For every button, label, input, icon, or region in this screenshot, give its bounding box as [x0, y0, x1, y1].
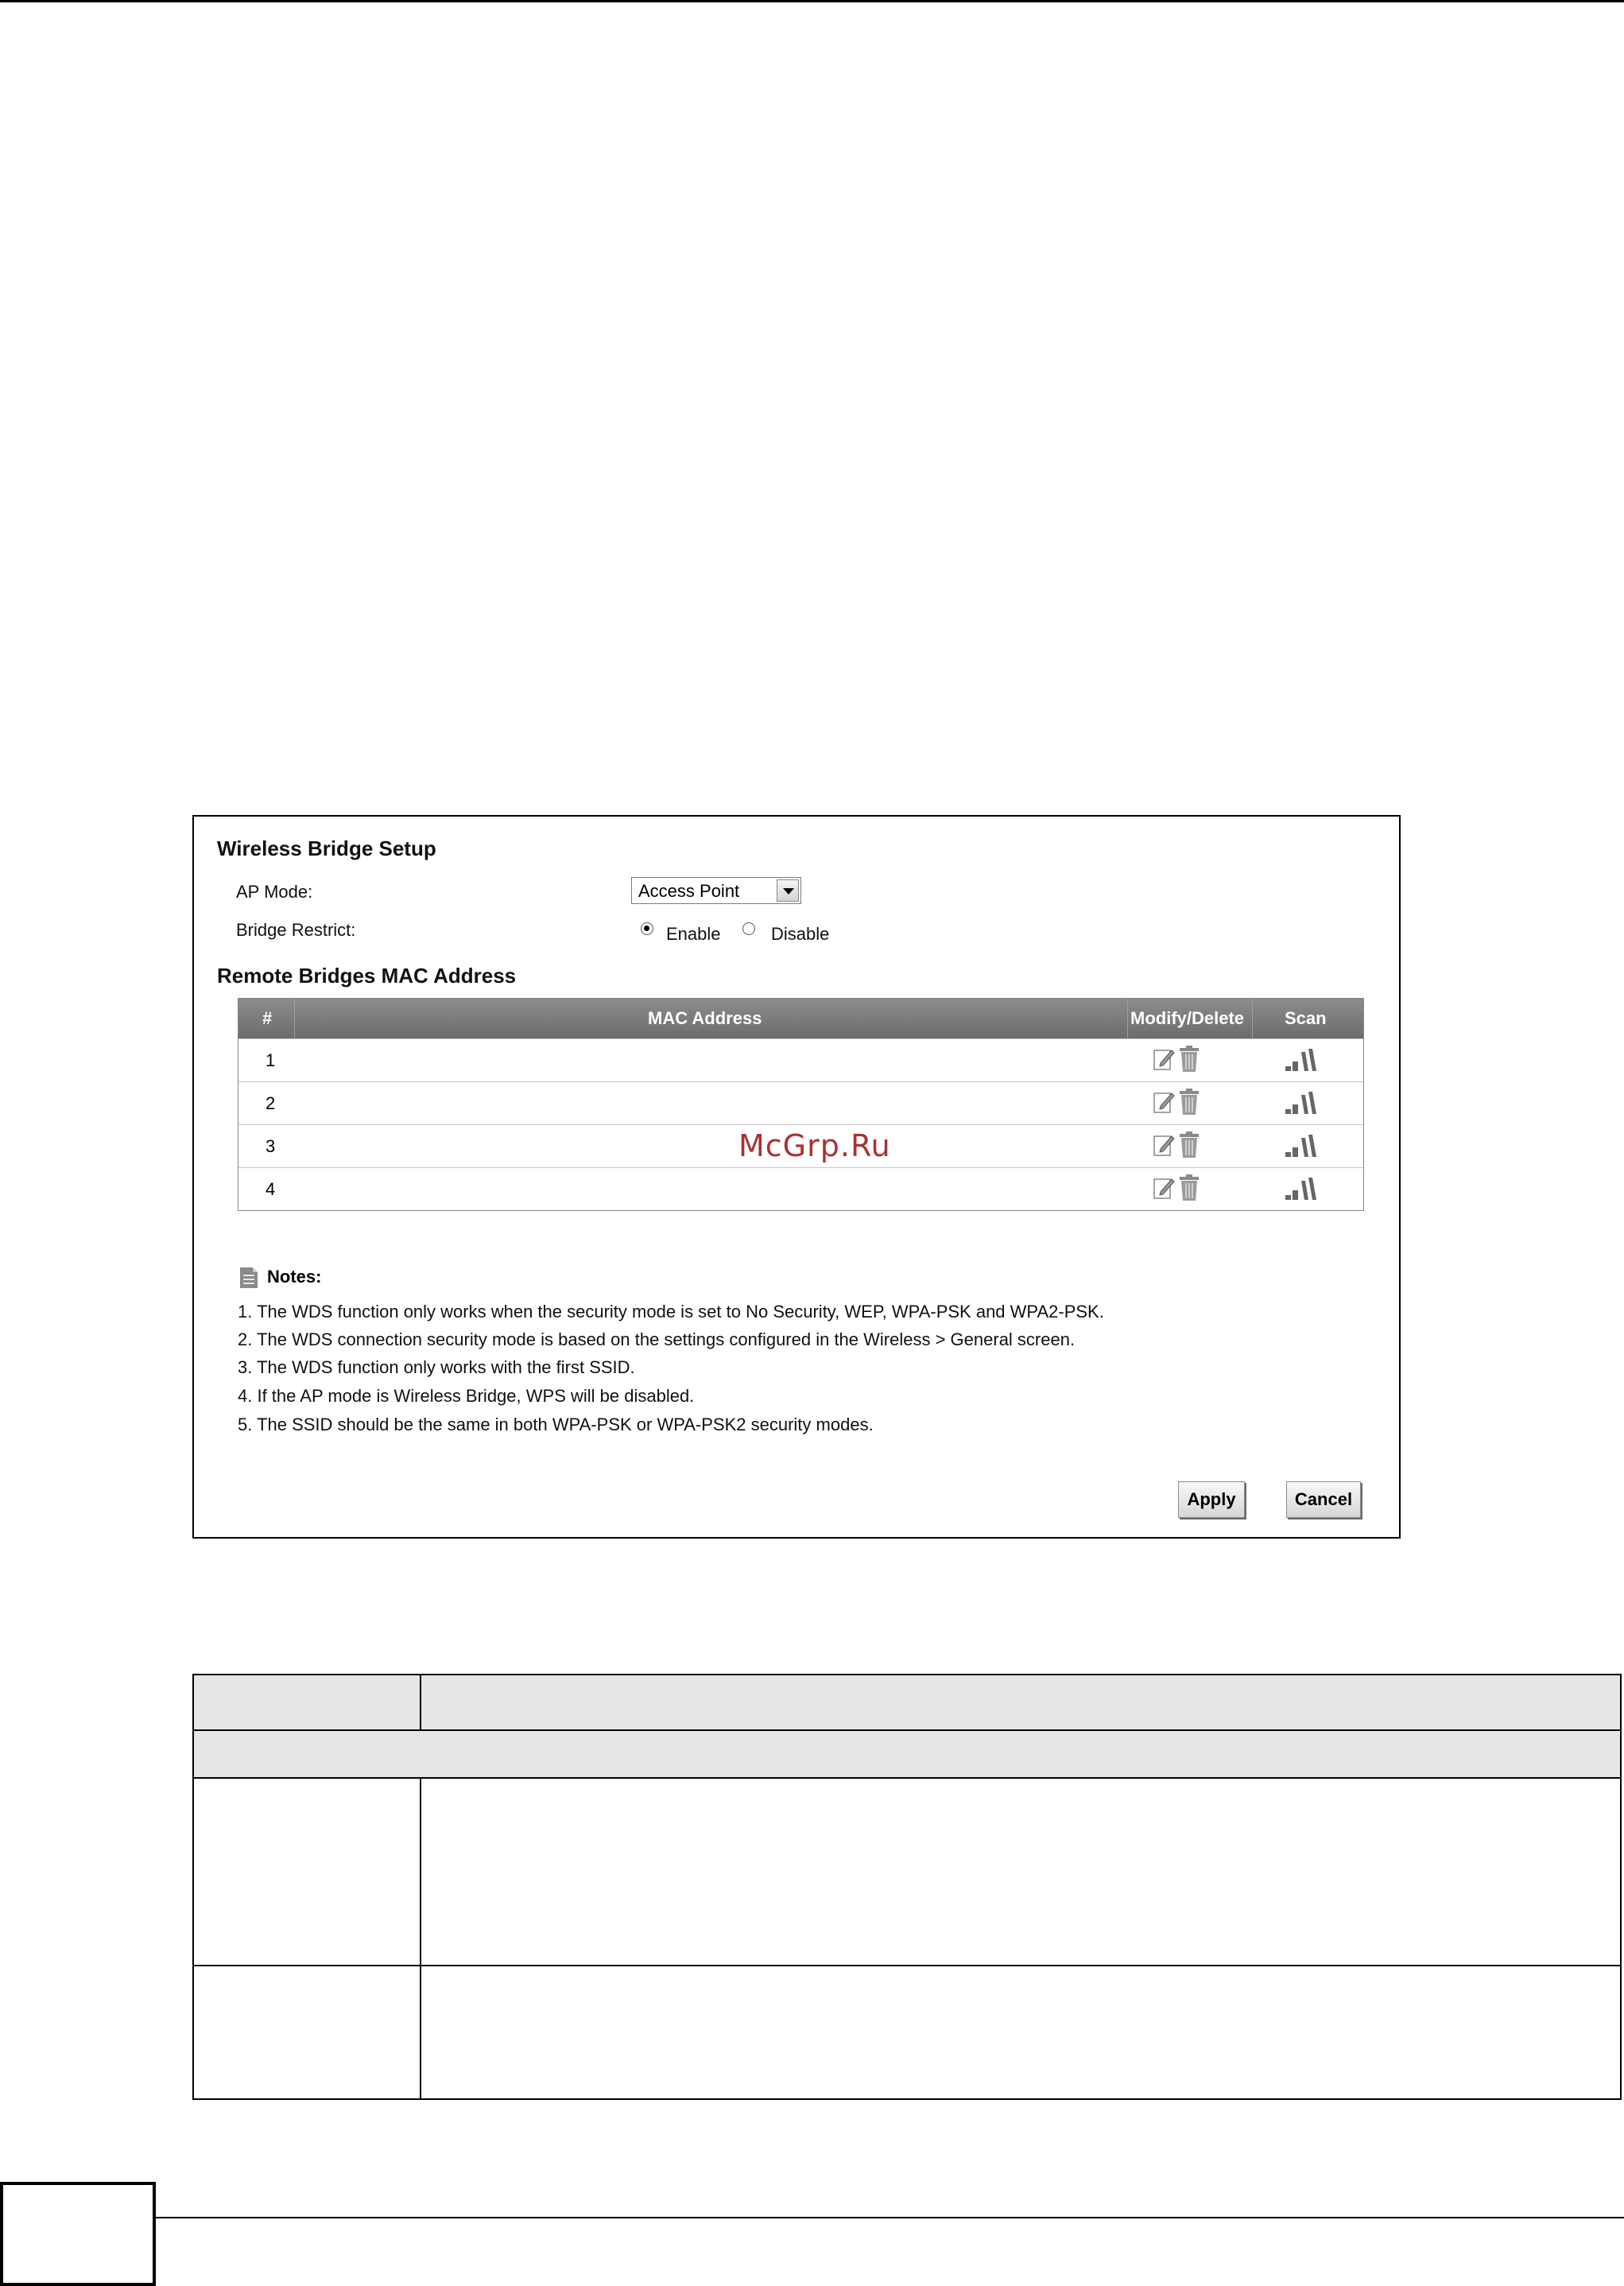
note-1: 1. The WDS function only works when the security mode is set to No Security, WEP, WPA-PSK and WPA2-PSK.	[238, 1302, 1104, 1322]
chevron-down-icon[interactable]	[777, 879, 799, 902]
page-number-box	[0, 2182, 156, 2286]
signal-icon[interactable]	[1284, 1135, 1317, 1159]
table-row	[238, 1038, 1363, 1082]
row-number: 3	[265, 1136, 276, 1156]
ap-mode-label: AP Mode:	[236, 882, 313, 902]
top-rule	[0, 0, 1624, 2]
header-scan: Scan	[1285, 1008, 1327, 1028]
header-mac: MAC Address	[648, 1008, 762, 1028]
header-modify-delete: Modify/Delete	[1130, 1008, 1245, 1028]
header-number: #	[262, 1008, 273, 1028]
table-row	[238, 1081, 1363, 1125]
description-table	[192, 1674, 1622, 2100]
wireless-bridge-panel	[192, 815, 1401, 1539]
edit-icon[interactable]	[1153, 1133, 1175, 1157]
row-number: 4	[265, 1179, 276, 1199]
disable-radio[interactable]	[742, 922, 755, 935]
notes-title: Notes:	[267, 1267, 322, 1287]
bridge-restrict-label: Bridge Restrict:	[236, 920, 356, 940]
mac-table	[238, 998, 1364, 1211]
ap-mode-value: Access Point	[638, 881, 740, 901]
edit-icon[interactable]	[1153, 1090, 1175, 1114]
row-number: 2	[265, 1093, 276, 1113]
row-number: 1	[265, 1050, 276, 1070]
table-row	[238, 1167, 1363, 1211]
note-5: 5. The SSID should be the same in both WPA-PSK or WPA-PSK2 security modes.	[238, 1415, 874, 1434]
table-header	[238, 999, 1363, 1038]
enable-radio[interactable]	[641, 922, 653, 935]
trash-icon[interactable]	[1178, 1089, 1200, 1116]
note-4: 4. If the AP mode is Wireless Bridge, WPS will be disabled.	[238, 1386, 695, 1406]
section-title: Wireless Bridge Setup	[217, 836, 436, 860]
disable-label: Disable	[771, 924, 830, 944]
note-2: 2. The WDS connection security mode is based on the settings configured in the Wireless > General screen.	[238, 1329, 1076, 1349]
apply-button[interactable]: Apply	[1178, 1481, 1245, 1518]
ap-mode-select[interactable]	[631, 877, 801, 904]
note-3: 3. The WDS function only works with the first SSID.	[238, 1357, 635, 1377]
cancel-button[interactable]: Cancel	[1286, 1481, 1361, 1518]
trash-icon[interactable]	[1178, 1131, 1200, 1159]
signal-icon[interactable]	[1284, 1178, 1317, 1201]
edit-icon[interactable]	[1153, 1176, 1175, 1200]
notes-icon	[239, 1267, 258, 1289]
table-header	[192, 1674, 1622, 1729]
edit-icon[interactable]	[1153, 1047, 1175, 1071]
trash-icon[interactable]	[1178, 1174, 1200, 1201]
table-subheader	[192, 1731, 1622, 1777]
remote-bridges-title: Remote Bridges MAC Address	[217, 964, 517, 988]
footer-rule	[156, 2217, 1624, 2218]
signal-icon[interactable]	[1284, 1049, 1317, 1073]
trash-icon[interactable]	[1178, 1046, 1200, 1073]
watermark: McGrp.Ru	[738, 1128, 891, 1163]
signal-icon[interactable]	[1284, 1092, 1317, 1116]
enable-label: Enable	[666, 924, 721, 944]
